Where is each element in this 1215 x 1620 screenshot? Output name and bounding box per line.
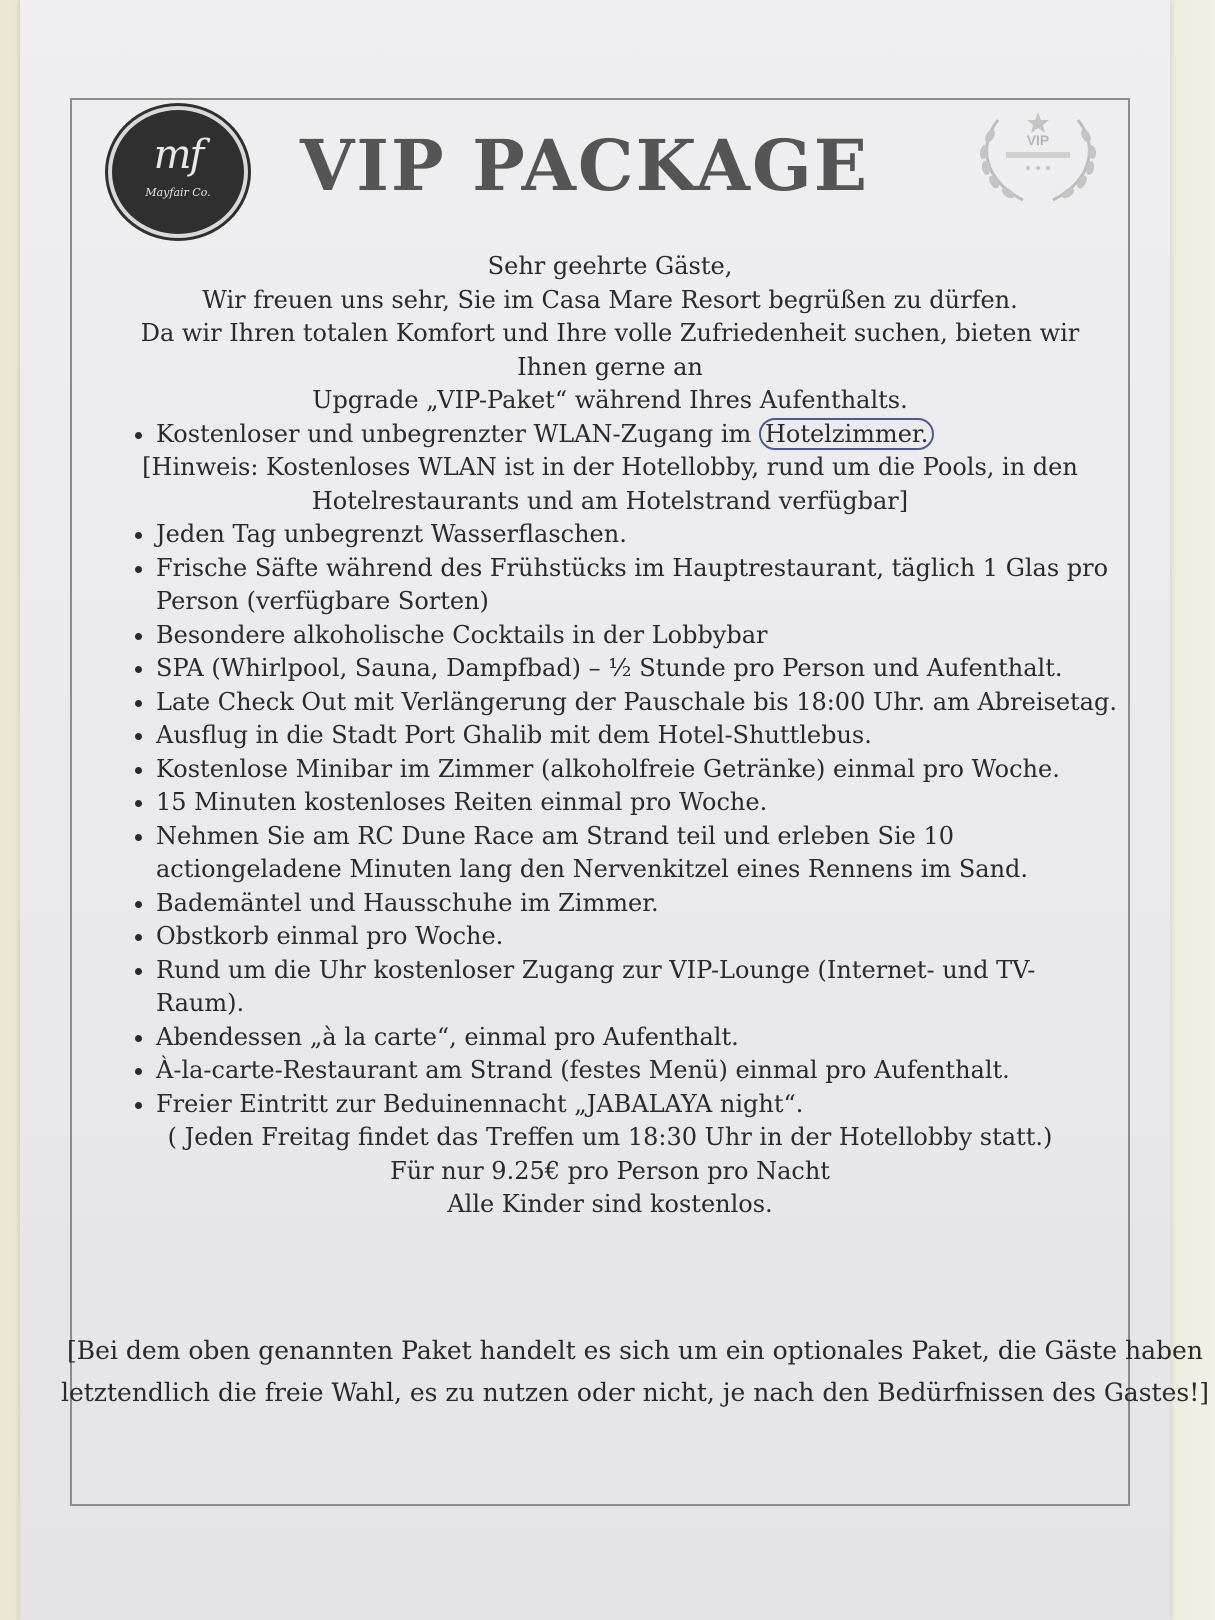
vip-laurel-badge <box>968 100 1108 208</box>
price-line: Für nur 9.25€ pro Person pro Nacht <box>390 1156 830 1185</box>
upgrade-line: Upgrade „VIP-Paket“ während Ihres Aufenthalts. <box>312 386 908 414</box>
badge-label: VIP <box>1026 132 1050 148</box>
logo-mark: mf <box>153 132 203 178</box>
intro-line: Da wir Ihren totalen Komfort und Ihre volle Zufriedenheit suchen, bieten wir <box>140 319 1080 347</box>
children-free-line: Alle Kinder sind kostenlos. <box>447 1190 773 1218</box>
list-item: • SPA (Whirlpool, Sauna, Dampfbad) – ½ Stunde pro Person und Aufenthalt. <box>156 652 1120 686</box>
mayfair-logo <box>108 106 248 238</box>
logo-subtitle: Mayfair Co. <box>145 186 211 199</box>
laurel-wreath-icon <box>968 100 1108 208</box>
wifi-note-line: [Hinweis: Kostenloses WLAN ist in der Hotellobby, rund um die Pools, in den <box>142 453 1078 481</box>
meeting-note: ( Jeden Freitag findet das Treffen um 18:30 Uhr in der Hotellobby statt.) <box>167 1123 1053 1151</box>
list-item: • À-la-carte-Restaurant am Strand (festes Menü) einmal pro Aufenthalt. <box>156 1054 1120 1088</box>
list-item: • Rund um die Uhr kostenloser Zugang zur VIP-Lounge (Internet- und TV-Raum). <box>156 954 1120 1021</box>
intro-line-2: Ihnen gerne an <box>517 352 703 381</box>
list-item: • Jeden Tag unbegrenzt Wasserflaschen. <box>156 518 1120 552</box>
list-item: • Late Check Out mit Verlängerung der Pauschale bis 18:00 Uhr. am Abreisetag. <box>156 686 1120 720</box>
greeting-line: Sehr geehrte Gäste, <box>487 252 733 280</box>
list-item: • Besondere alkoholische Cocktails in der Lobbybar <box>156 619 1120 653</box>
package-list <box>100 418 1120 452</box>
list-item: • Freier Eintritt zur Beduinennacht „JABALAYA night“. <box>156 1088 1120 1122</box>
optional-package-note: [Bei dem oben genannten Paket handelt es sich um ein optionales Paket, die Gäste haben letztendlich die freie Wahl, es zu nutzen oder nicht, je nach den Bedürfnissen des Gastes!] <box>60 1336 1210 1407</box>
list-item: • Abendessen „à la carte“, einmal pro Aufenthalt. <box>156 1021 1120 1055</box>
list-item: • Obstkorb einmal pro Woche. <box>156 920 1120 954</box>
list-item: • Nehmen Sie am RC Dune Race am Strand teil und erleben Sie 10 actiongeladene Minuten lang den Nervenkitzel eines Rennens im Sand. <box>156 820 1120 887</box>
list-item-text: Kostenloser und unbegrenzter WLAN-Zugang im <box>156 419 759 448</box>
list-item: • Bademäntel und Hausschuhe im Zimmer. <box>156 887 1120 921</box>
list-item: • Ausflug in die Stadt Port Ghalib mit dem Hotel-Shuttlebus. <box>156 719 1120 753</box>
list-item: • Frische Säfte während des Frühstücks im Hauptrestaurant, täglich 1 Glas pro Person (verfügbare Sorten) <box>156 552 1120 619</box>
page-title: VIP PACKAGE <box>300 124 870 207</box>
circled-word: Hotelzimmer. <box>759 418 934 450</box>
list-item: • Kostenlose Minibar im Zimmer (alkoholfreie Getränke) einmal pro Woche. <box>156 753 1120 787</box>
list-item <box>156 418 1120 452</box>
welcome-line: Wir freuen uns sehr, Sie im Casa Mare Resort begrüßen zu dürfen. <box>202 285 1018 314</box>
document-body <box>100 250 1120 1222</box>
wifi-note-line: Hotelrestaurants und am Hotelstrand verfügbar] <box>311 486 909 515</box>
list-item: • 15 Minuten kostenloses Reiten einmal pro Woche. <box>156 786 1120 820</box>
package-list <box>100 518 1120 1121</box>
